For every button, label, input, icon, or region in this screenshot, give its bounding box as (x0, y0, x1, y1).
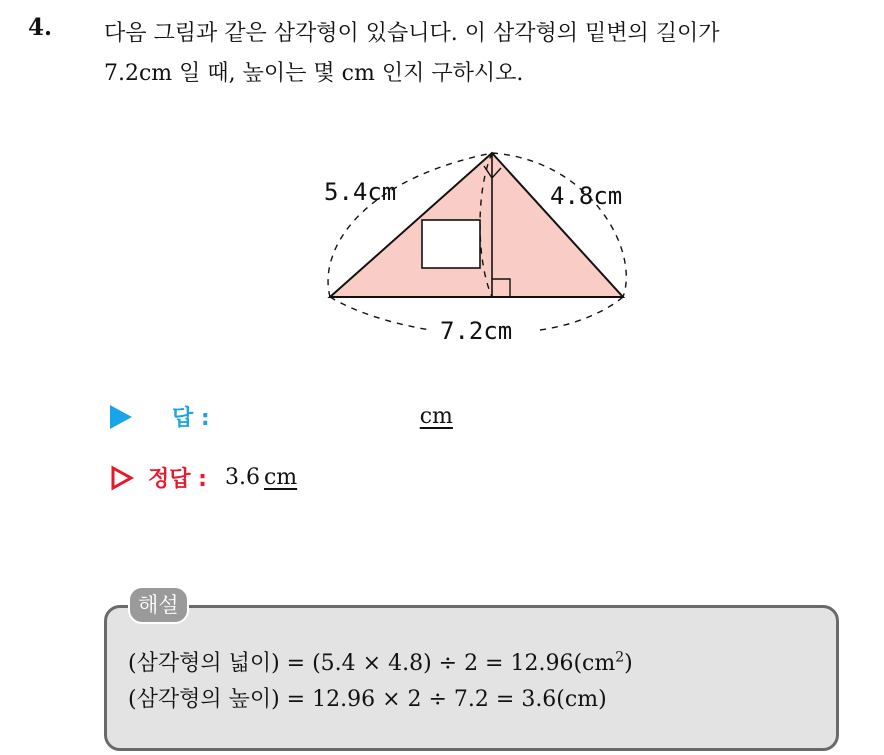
answer-label: 답 : (172, 406, 210, 431)
question-number: 4. (28, 14, 53, 41)
solution-line-1: (삼각형의 넓이) = $(5.4 \times 4.8) \div 2 = 12.96(cm^2)$ (128, 649, 633, 676)
answer-row (110, 401, 453, 432)
correct-answer-value: 3.6 (224, 465, 260, 490)
blank-answer-box (422, 220, 480, 268)
base-dimension-left (330, 297, 430, 330)
base-label: 7.2cm (440, 317, 513, 345)
outline-arrow-icon (110, 465, 134, 491)
left-side-label: 5.4cm (324, 178, 397, 206)
right-side-label: 4.8cm (550, 182, 623, 210)
solution-box (104, 605, 839, 751)
base-dimension-right (540, 297, 623, 330)
question-line-2: 7.2cm 일 때, 높이는 몇 cm 인지 구하시오. (104, 61, 524, 86)
solution-line-2: (삼각형의 높이) = 12.96 × 2 ÷ 7.2 = 3.6(cm) (128, 687, 607, 712)
triangle-figure (300, 140, 660, 355)
question-text (104, 14, 874, 94)
solution-tab: 해설 (128, 586, 189, 624)
correct-answer-row (110, 462, 297, 493)
play-arrow-icon (110, 405, 132, 429)
answer-unit: cm (419, 404, 453, 429)
question-line-1: 다음 그림과 같은 삼각형이 있습니다. 이 삼각형의 밑변의 길이가 (104, 21, 720, 46)
correct-answer-unit: cm (263, 465, 298, 490)
correct-answer-label: 정답 : (148, 467, 207, 492)
